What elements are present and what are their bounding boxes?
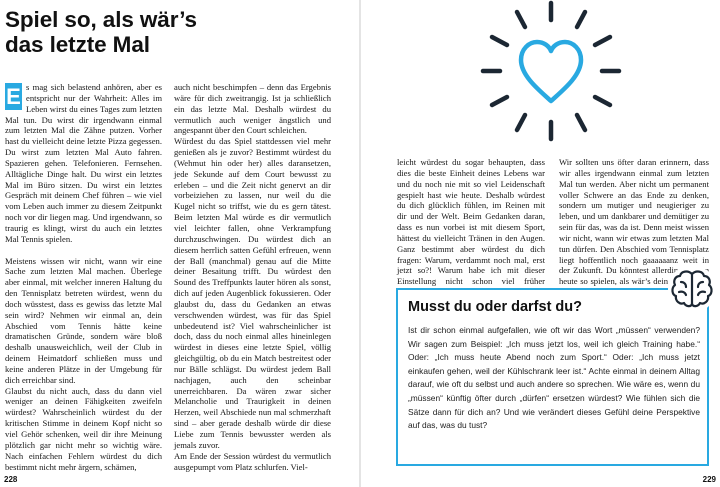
page-number-right: 229	[702, 475, 716, 484]
paragraph: Wir sollten uns öfter daran erinnern, dass wir alles irgendwann einmal zum letzten Mal tun werden. Aber nicht um permanent voller Schwere an das Ende zu denken, sondern um mutiger und neugieriger zu leben, und um dankbarer und demütiger zu sein für das, was da ist. Denn meist wissen wir nicht, wann wir etwas zum letzten Mal tun dürfen. Den Abschied vom Tennisplatz liegt hoffentlich noch gaaaaaanz weit in der Zukunft. Du könntest allerdings schon heute so spielen, als wär’s dein letztes Mal	[559, 157, 709, 287]
left-column-2	[174, 82, 331, 475]
paragraph: leicht würdest du sogar behaupten, dass dies die beste Einheit deines Lebens war und du noch nie mit so viel Leidenschaft gespielt hast wie heute. Deshalb würdest du dich glücklich fühlen, im Reinen mit dir und der Welt. Beim Gedanken daran, dass es nun vorbei ist mit diesem Sport, hättest du vielleicht Tränen in den Augen. Ganz bestimmt aber würdest du dich fragen: Warum, verdammt noch mal, erst jetzt so?! Warum habe ich mit dieser Einstellung nicht schon viel früher	[397, 157, 545, 287]
info-box-body: Ist dir schon einmal aufgefallen, wie oft wir das Wort „müssen“ verwenden? Wir sagen zum Beispiel: „Ich muss jetzt los, weil ich gleich Training habe.“ Oder: „Ich muss heute Abend noch zum Sport.“ Oder: „Ich muss jetzt einkaufen gehen, weil der Kühlschrank leer ist.“ Achte einmal in deinem Alltag darauf, wie oft du selbst und auch andere so sprechen. Wie wäre es, wenn du „müssen“ künftig öfter durch „dürfen“ ersetzen würdest? Wie fühlen sich die Sätze dann für dich an? Und wie verändert dieses Gefühl deine Perspektive auf das, was du tust?	[408, 325, 700, 431]
paragraph	[5, 82, 162, 245]
radiant-heart-icon	[480, 0, 622, 142]
left-column-1	[5, 82, 162, 475]
info-box-title: Musst du oder darfst du?	[408, 299, 582, 315]
paragraph: Glaubst du nicht auch, dass du dann viel weniger an deinen Fähigkeiten zweifeln würdest? Wahrscheinlich würdest du der kritischen Stimme in deinem Kopf nicht so viel Gehör schenken, weil dir ihre Meinung plötzlich gar nicht mehr so wichtig wäre. Nach einfachen Fehlern würdest du dich bestimmt nicht mehr ärgern, schämen,	[5, 385, 162, 472]
info-box	[396, 288, 709, 466]
paragraph: Würdest du das Spiel stattdessen viel mehr genießen als je zuvor? Bestimmt würdest du (Wehmut hin oder her) alles daransetzen, jede Sekunde auf dem Court bewusst zu erleben – und die Zeit nicht genervt an dir vorbeiziehen zu lassen, nur weil du die Kugel nicht so triffst, wie du es gern tätest. Beim letzten Mal würde es dir vermutlich viel leichter fallen, ohne Verkrampfung durchzuschwingen. Du würdest dich an diesem herrlich satten Gefühl erfreuen, wenn der Ball (manchmal) genau auf die Mitte deiner Besaitung trifft. Du würdest den Sound des Treffpunkts lauter hören als sonst, dich auf jeden Augenblick fokussieren. Oder glaubst du, dass du Gedanken an etwas verschwenden würdest, was für das Spiel unbedeutend ist? Viel wahrscheinlicher ist doch, dass du noch einmal alles hineinlegen würdest in dieses eine letzte Spiel, völlig gleichgültig, ob du ein Match bestreitest oder nur Bälle schlägst. Du würdest jedem Ball nachjagen, auch den scheinbar unerreichbaren. Da wären zwar sicher Melancholie und Traurigkeit in deinen Herzen, weil Abschiede nun mal schmerzhaft sind – aber gerade deshalb würde dir diese Liebe zum Tennis bewusster werden als jemals zuvor.	[174, 136, 331, 450]
brain-icon	[668, 265, 716, 313]
paragraph: Meistens wissen wir nicht, wann wir eine Sache zum letzten Mal machen. Überlege aber einmal, mit welcher inneren Haltung du den Tennisplatz betreten würdest, wenn du doch wüsstest, dass es gewiss das letzte Mal sein wird? Nehmen wir einmal an, dein Abschied vom Tennis hätte keine dramatischen Gründe, sondern wäre bloß deshalb unausweichlich, weil der Club in deinem Heimatdorf schließen muss und keine anderen Plätze in der Umgebung für dich erreichbar sind.	[5, 255, 162, 385]
paragraph-text: s mag sich belastend anhören, aber es entspricht nur der Wahrheit: Alles im Leben wirst du eines Tages zum letzten Mal tun. Du wirst dir irgendwann einmal zum letzten Mal die Zähne putzen. Vorher hast du vielleicht deine letzte Pizza gegessen. Du wirst zum letzten Mal Auto fahren. Spazieren gehen. Telefonieren. Fernsehen. Alltägliche Dinge halt. Du wirst ein letztes Mal im Büro sitzen. Du wirst ein letztes Gespräch mit deinem Chef führen – wie viel vom Leben auch immer zu diesem Zeitpunkt noch vor dir liegen mag. Und irgendwann, so traurig es klingt, wirst du auch ein letztes Mal Tennis spielen.	[5, 82, 162, 244]
paragraph: Am Ende der Session würdest du vermutlich ausgepumpt vom Platz schlurfen. Viel-	[174, 450, 331, 472]
chapter-title: Spiel so, als wär’s das letzte Mal	[5, 7, 197, 57]
drop-cap: E	[6, 84, 21, 109]
right-page	[360, 0, 720, 487]
paragraph: auch nicht beschimpfen – denn das Ergebnis wäre für dich zweitrangig. Ist ja schließlich ein das letzte Mal. Deshalb würdest du vermutlich auch weniger ängstlich und angespannt über den Court schleichen.	[174, 82, 331, 136]
page-number-left: 228	[4, 475, 18, 484]
right-column-1	[397, 157, 545, 287]
